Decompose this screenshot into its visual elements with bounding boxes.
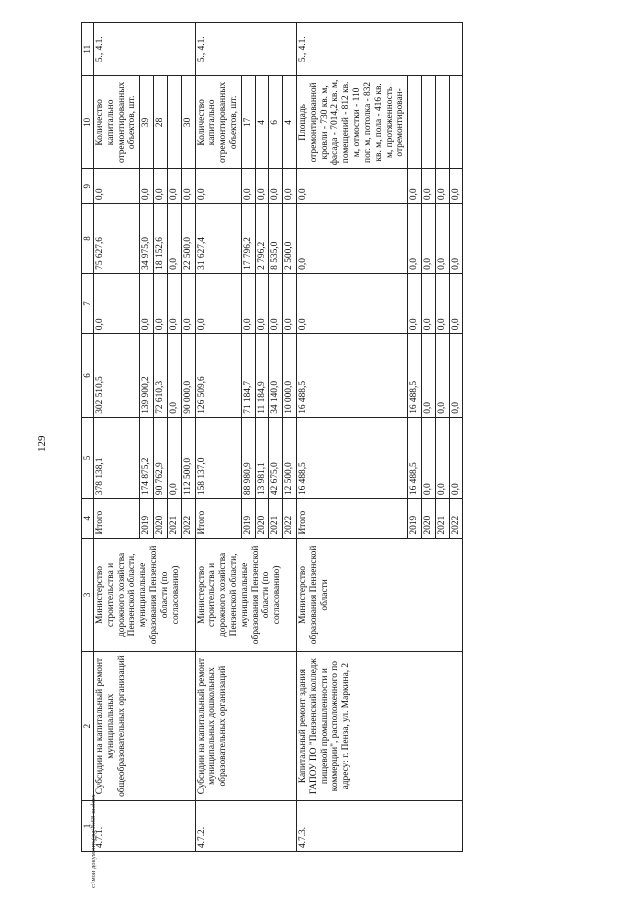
indicator-value: 17 [241,76,255,169]
col-header: 3 [82,538,94,652]
col8-cell: 0,0 [449,204,463,274]
table-body [94,23,463,852]
col7-cell: 0,0 [255,273,269,333]
col8-cell: 31 627,4 [195,204,241,274]
col7-cell: 0,0 [195,273,241,333]
col7-cell: 0,0 [269,273,283,333]
col8-cell: 2 796,2 [255,204,269,274]
federal-cell: 71 184,7 [241,334,255,418]
executor-cell: Министерство строительства и дорожного хозяйства Пензенской области, муниципальные образования Пензенской области (по согласованию) [94,538,196,652]
col9-cell: 0,0 [255,169,269,204]
col9-cell: 0,0 [449,169,463,204]
col9-cell: 0,0 [241,169,255,204]
indicator-value: 6 [269,76,283,169]
total-cell: 16 488,5 [297,417,408,498]
col7-cell: 0,0 [408,273,422,333]
link-cell: 5., 4.1. [94,23,196,76]
total-cell: 158 137,0 [195,417,241,498]
year-cell: Итого [94,499,140,538]
year-cell: 2019 [140,499,154,538]
col8-cell: 0,0 [167,204,181,274]
rotated-table-wrapper [81,22,601,852]
col8-cell: 0,0 [435,204,449,274]
year-cell: 2020 [255,499,269,538]
federal-cell: 302 510,5 [94,334,140,418]
item-name: Субсидии на капитальный ремонт муниципальных общеобразовательных организаций [94,652,196,801]
item-name: Субсидии на капитальный ремонт муниципальных дошкольных образовательных организаций [195,652,297,801]
indicator-value: 30 [181,76,195,169]
federal-cell: 0,0 [167,334,181,418]
total-cell: 13 981,1 [255,417,269,498]
col-header: 11 [82,23,94,76]
item-number: 4.7.2. [195,800,297,851]
indicator-value [449,76,463,169]
total-cell: 0,0 [421,417,435,498]
indicator-value [435,76,449,169]
total-cell: 0,0 [167,417,181,498]
program-table [81,22,463,852]
col8-cell: 0,0 [421,204,435,274]
col7-cell: 0,0 [421,273,435,333]
indicator-cell: Количество капитально отремонтированных объектов, шт. [195,76,241,169]
col7-cell: 0,0 [167,273,181,333]
col9-cell: 0,0 [297,169,408,204]
item-number: 4.7.3. [297,800,463,851]
col9-cell: 0,0 [283,169,297,204]
year-cell: 2022 [181,499,195,538]
col9-cell: 0,0 [195,169,241,204]
federal-cell: 126 509,6 [195,334,241,418]
year-cell: 2021 [269,499,283,538]
year-cell: 2019 [408,499,422,538]
col-header: 4 [82,499,94,538]
indicator-cell: Количество капитально отремонтированных объектов, шт. [94,76,140,169]
col9-cell: 0,0 [408,169,422,204]
year-cell: Итого [297,499,408,538]
col8-cell: 75 627,6 [94,204,140,274]
federal-cell: 10 000,0 [283,334,297,418]
executor-cell: Министерство образования Пензенской области [297,538,463,652]
indicator-value [408,76,422,169]
executor-cell: Министерство строительства и дорожного хозяйства Пензенской области, муниципальные образования Пензенской области (по согласованию) [195,538,297,652]
col-header: 6 [82,334,94,418]
col9-cell: 0,0 [269,169,283,204]
col8-cell: 0,0 [297,204,408,274]
page-number: 129 [36,435,48,452]
file-path-footer: c:\мои документы\рд\№68-ш.docx [90,794,97,888]
col7-cell: 0,0 [241,273,255,333]
col7-cell: 0,0 [181,273,195,333]
item-name: Капитальный ремонт здания ГАПОУ ПО "Пензенский колледж пищевой промышленности и коммерции", расположенного по адресу: г. Пенза, ул. Маркина, 2 [297,652,463,801]
col7-cell: 0,0 [94,273,140,333]
federal-cell: 0,0 [421,334,435,418]
col8-cell: 0,0 [408,204,422,274]
total-cell: 88 980,9 [241,417,255,498]
col-header: 5 [82,417,94,498]
federal-cell: 139 900,2 [140,334,154,418]
total-cell: 16 488,5 [408,417,422,498]
col-header: 9 [82,169,94,204]
federal-cell: 0,0 [449,334,463,418]
federal-cell: 16 488,5 [297,334,408,418]
col9-cell: 0,0 [181,169,195,204]
link-cell: 5., 4.1. [297,23,463,76]
col9-cell: 0,0 [421,169,435,204]
col9-cell: 0,0 [154,169,168,204]
col-header: 2 [82,652,94,801]
year-cell: 2021 [435,499,449,538]
federal-cell: 0,0 [435,334,449,418]
indicator-cell: Площадь отремонтированной кровли - 730 кв. м, фасада - 7014,2 кв. м, помещений - 812 кв. м, отмостки - 110 пог. м, потолка - 832 кв. м, пола - 416 кв. м, протяженность отремонтирован- [297,76,408,169]
federal-cell: 90 000,0 [181,334,195,418]
col-header: 1 [82,800,94,851]
table-row [297,23,408,852]
indicator-value [167,76,181,169]
col-header: 10 [82,76,94,169]
col7-cell: 0,0 [449,273,463,333]
table-row [94,23,140,852]
col7-cell: 0,0 [297,273,408,333]
year-cell: 2022 [283,499,297,538]
col8-cell: 22 500,0 [181,204,195,274]
total-cell: 90 762,9 [154,417,168,498]
federal-cell: 16 488,5 [408,334,422,418]
item-number: 4.7.1. [94,800,196,851]
federal-cell: 11 184,9 [255,334,269,418]
col-header: 7 [82,273,94,333]
col9-cell: 0,0 [167,169,181,204]
col8-cell: 8 535,0 [269,204,283,274]
year-cell: 2020 [421,499,435,538]
indicator-value: 4 [283,76,297,169]
table-row [195,23,241,852]
col-header: 8 [82,204,94,274]
year-cell: 2020 [154,499,168,538]
link-cell: 5., 4.1. [195,23,297,76]
year-cell: 2019 [241,499,255,538]
indicator-value: 4 [255,76,269,169]
total-cell: 12 500,0 [283,417,297,498]
indicator-value [421,76,435,169]
total-cell: 174 875,2 [140,417,154,498]
total-cell: 0,0 [435,417,449,498]
col8-cell: 17 796,2 [241,204,255,274]
col7-cell: 0,0 [140,273,154,333]
year-cell: Итого [195,499,241,538]
column-number-row [82,23,94,852]
col9-cell: 0,0 [94,169,140,204]
col7-cell: 0,0 [154,273,168,333]
col8-cell: 34 975,0 [140,204,154,274]
indicator-value: 39 [140,76,154,169]
indicator-value: 28 [154,76,168,169]
col7-cell: 0,0 [283,273,297,333]
col9-cell: 0,0 [140,169,154,204]
total-cell: 112 500,0 [181,417,195,498]
col9-cell: 0,0 [435,169,449,204]
federal-cell: 34 140,0 [269,334,283,418]
total-cell: 0,0 [449,417,463,498]
year-cell: 2021 [167,499,181,538]
col8-cell: 18 152,6 [154,204,168,274]
col8-cell: 2 500,0 [283,204,297,274]
federal-cell: 72 610,3 [154,334,168,418]
year-cell: 2022 [449,499,463,538]
col7-cell: 0,0 [435,273,449,333]
total-cell: 378 138,1 [94,417,140,498]
total-cell: 42 675,0 [269,417,283,498]
